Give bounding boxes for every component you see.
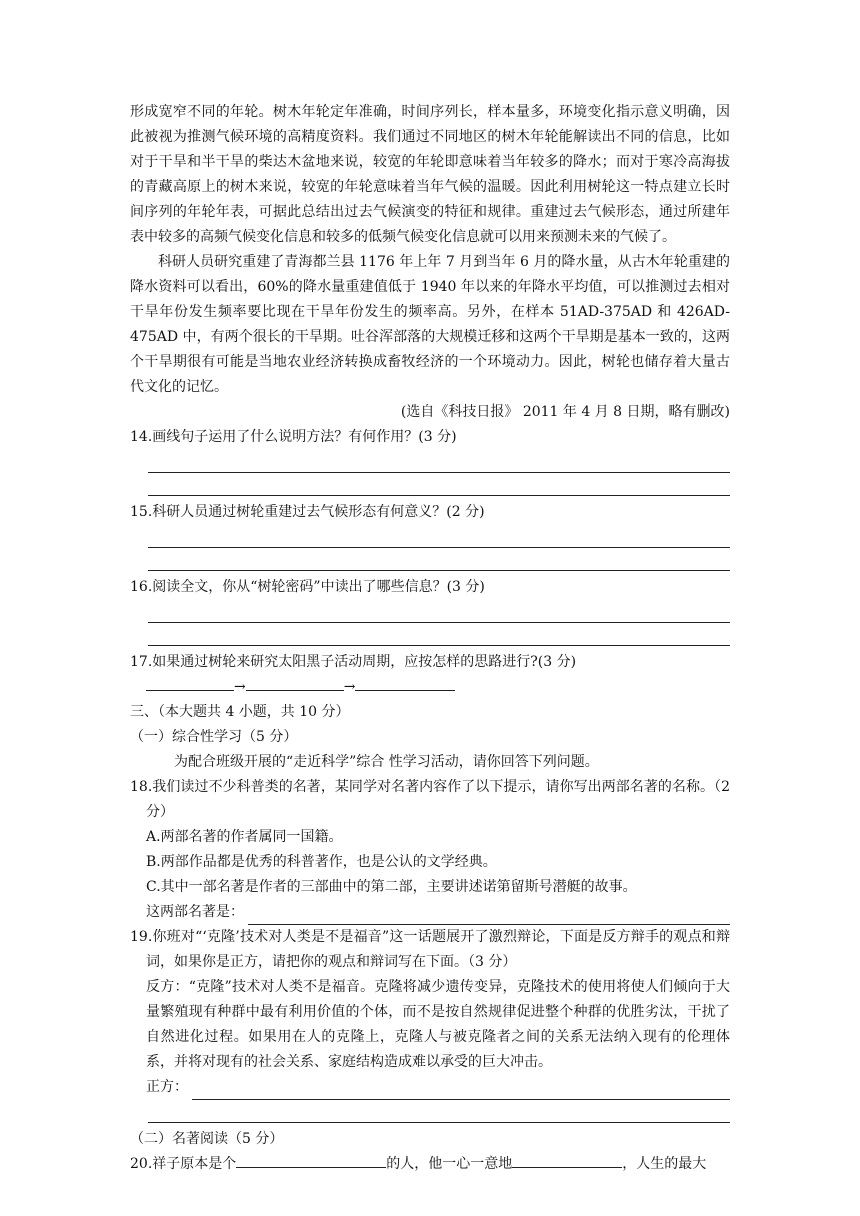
- question-20-text-b: 的人，他一心一意地: [386, 1156, 513, 1172]
- part-2-title: （二）名著阅读（5 分）: [130, 1131, 284, 1147]
- question-20-text-c: ，人生的最大: [622, 1156, 707, 1172]
- question-16: 16.阅读全文，你从“树轮密码”中读出了哪些信息？(3 分): [130, 579, 485, 595]
- question-20-blank-2[interactable]: [512, 1153, 622, 1168]
- page-content: [130, 100, 730, 1177]
- arrow-icon: →: [343, 679, 356, 695]
- answer-blank-17-2[interactable]: [246, 676, 344, 691]
- question-14: 14.画线句子运用了什么说明方法？有何作用？(3 分): [130, 429, 457, 445]
- passage-paragraph-1: 形成宽窄不同的年轮。树木年轮定年准确，时间序列长，样本量多，环境变化指示意义明确，因此被视为推测气候环境的高精度资料。我们通过不同地区的树木年轮能解读出不同的信息，比如对于干旱和半干旱的柴达木盆地来说，较宽的年轮即意味着当年较多的降水；而对于寒冷高海拔的青藏高原上的树木来说，较宽的年轮意味着当年气候的温暖。因此利用树轮这一特点建立长时间序列的年轮年表，可据此总结出过去气候演变的特征和规律。重建过去气候形态，通过所建年表中较多的高频气候变化信息和较多的低频气候变化信息就可以用来预测未来的气候了。: [130, 104, 730, 245]
- question-18-answer: [130, 900, 730, 925]
- answer-line-15-1[interactable]: [148, 525, 730, 548]
- answer-blank-17-3[interactable]: [355, 676, 455, 691]
- answer-blank-17-1[interactable]: [146, 676, 234, 691]
- question-19-answer: [130, 1075, 730, 1100]
- question-18-answer-label: 这两部名著是：: [146, 904, 244, 920]
- passage-paragraph-2: 科研人员研究重建了青海都兰县 1176 年上年 7 月到当年 6 月的降水量，从古木年轮重建的降水资料可以看出，60%的降水量重建值低于 1940 年以来的年降水平均值，可以推测过去相对干旱年份发生频率要比现在干旱年份发生的频率高。另外，在样本 51AD-375AD 和 426AD-475AD 中，有两个很长的干旱期。吐谷浑部落的大规模迁移和这两个干旱期是基本一致的，这两个干旱期很有可能是当地农业经济转换成畜牧经济的一个环境动力。因此，树轮也储存着大量古代文化的记忆。: [130, 254, 730, 395]
- passage-source: (选自《科技日报》 2011 年 4 月 8 日期，略有删改): [400, 404, 730, 420]
- answer-chain-17: [130, 675, 730, 700]
- part-1-intro: 为配合班级开展的“走近科学”综合 性学习活动，请你回答下列问题。: [174, 754, 599, 770]
- question-18-option-b: B.两部作品都是优秀的科普著作，也是公认的文学经典。: [146, 854, 497, 870]
- answer-line-14-1[interactable]: [148, 450, 730, 473]
- question-15: 15.科研人员通过树轮重建过去气候形态有何意义？(2 分): [130, 504, 485, 520]
- question-19-con-argument: 反方：“克隆”技术对人类不是福音。克隆将减少遗传变异，克隆技术的使用将使人们倾向于大量繁殖现有种群中最有利用价值的个体，而不是按自然规律促进整个种群的优胜劣汰，干扰了自然进化过程。如果用在人的克隆上，克隆人与被克隆者之间的关系无法纳入现有的伦理体系，并将对现有的社会关系、家庭结构造成难以承受的巨大冲击。: [146, 979, 730, 1070]
- answer-line-15-2[interactable]: [148, 548, 730, 571]
- answer-line-16-2[interactable]: [148, 623, 730, 646]
- section-3-title: 三、（本大题共 4 小题，共 10 分）: [130, 704, 350, 720]
- question-20-blank-1[interactable]: [236, 1153, 386, 1168]
- question-19: 19.你班对“‘克隆’技术对人类是不是福音”这一话题展开了激烈辩论，下面是反方辩手的观点和辩词，如果你是正方，请把你的观点和辩词写在下面。（3 分）: [130, 929, 730, 970]
- question-19-answer-field-2[interactable]: [148, 1100, 730, 1123]
- answer-line-14-2[interactable]: [148, 473, 730, 496]
- question-18-answer-field[interactable]: [248, 906, 730, 925]
- question-19-pro-label: 正方：: [146, 1079, 188, 1095]
- question-19-answer-field-1[interactable]: [192, 1081, 730, 1100]
- arrow-icon: →: [234, 679, 246, 695]
- question-18-option-c: C.其中一部名著是作者的三部曲中的第二部，主要讲述诺第留斯号潜艇的故事。: [146, 879, 637, 895]
- question-18: 18.我们读过不少科普类的名著，某同学对名著内容作了以下提示，请你写出两部名著的名称。（2 分）: [130, 779, 730, 820]
- question-20: [130, 1152, 730, 1177]
- part-1-title: （一）综合性学习（5 分）: [130, 729, 298, 745]
- question-18-option-a: A.两部名著的作者属同一国籍。: [146, 829, 343, 845]
- question-20-text-a: 20.祥子原本是个: [130, 1156, 237, 1172]
- question-17: 17.如果通过树轮来研究太阳黑子活动周期，应按怎样的思路进行?(3 分): [130, 654, 577, 670]
- answer-line-16-1[interactable]: [148, 600, 730, 623]
